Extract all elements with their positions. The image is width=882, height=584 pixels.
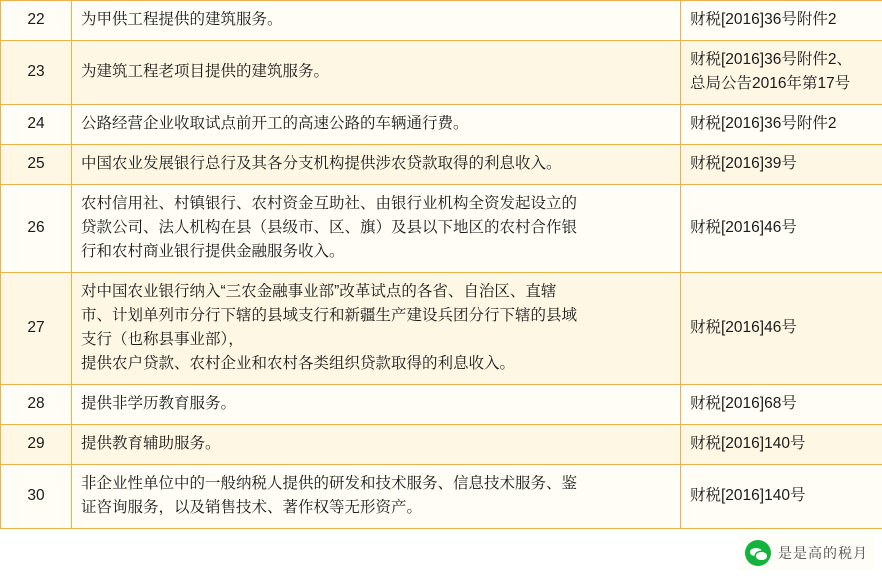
- wechat-icon: [745, 540, 771, 566]
- description-line: 行和农村商业银行提供金融服务收入。: [81, 243, 345, 261]
- reference-line: 总局公告2016年第17号: [690, 75, 851, 93]
- row-reference: 财税[2016]46号: [681, 273, 882, 385]
- row-number: 24: [1, 105, 72, 145]
- table-row: [1, 185, 882, 273]
- description-line: 市、计划单列市分行下辖的县域支行和新疆生产建设兵团分行下辖的县域: [81, 307, 578, 325]
- description-line: 支行（也称县事业部），: [81, 331, 244, 349]
- table-row: [1, 273, 882, 385]
- row-reference: 财税[2016]46号: [681, 185, 882, 273]
- row-reference: [681, 41, 882, 105]
- table-row: [1, 145, 882, 185]
- wechat-account-name: 是是高的税月: [778, 545, 868, 561]
- row-number: 30: [1, 465, 72, 529]
- row-reference: 财税[2016]68号: [681, 385, 882, 425]
- table-row: [1, 105, 882, 145]
- table-row: [1, 465, 882, 529]
- description-line: 对中国农业银行纳入“三农金融事业部”改革试点的各省、自治区、直辖: [81, 283, 557, 301]
- reference-line: 财税[2016]36号附件2、: [690, 51, 852, 69]
- table-row: [1, 41, 882, 105]
- row-description: [72, 185, 681, 273]
- description-line: 贷款公司、法人机构在县（县级市、区、旗）及县以下地区的农村合作银: [81, 219, 578, 237]
- row-reference: 财税[2016]36号附件2: [681, 105, 882, 145]
- row-description: 提供教育辅助服务。: [72, 425, 681, 465]
- wechat-watermark: [739, 536, 874, 570]
- row-description: 公路经营企业收取试点前开工的高速公路的车辆通行费。: [72, 105, 681, 145]
- row-reference: 财税[2016]140号: [681, 425, 882, 465]
- description-line: 农村信用社、村镇银行、农村资金互助社、由银行业机构全资发起设立的: [81, 195, 578, 213]
- row-number: 27: [1, 273, 72, 385]
- row-description: 为建筑工程老项目提供的建筑服务。: [72, 41, 681, 105]
- description-line: 证咨询服务，以及销售技术、著作权等无形资产。: [81, 499, 423, 517]
- table-row: [1, 385, 882, 425]
- table-row: [1, 1, 882, 41]
- row-number: 26: [1, 185, 72, 273]
- description-line: 非企业性单位中的一般纳税人提供的研发和技术服务、信息技术服务、鉴: [81, 475, 578, 493]
- description-line: 提供农户贷款、农村企业和农村各类组织贷款取得的利息收入。: [81, 355, 516, 373]
- row-reference: 财税[2016]39号: [681, 145, 882, 185]
- row-description: 提供非学历教育服务。: [72, 385, 681, 425]
- row-description: 为甲供工程提供的建筑服务。: [72, 1, 681, 41]
- row-description: [72, 273, 681, 385]
- row-reference: 财税[2016]36号附件2: [681, 1, 882, 41]
- row-description: [72, 465, 681, 529]
- row-number: 29: [1, 425, 72, 465]
- row-number: 22: [1, 1, 72, 41]
- row-number: 28: [1, 385, 72, 425]
- row-description: 中国农业发展银行总行及其各分支机构提供涉农贷款取得的利息收入。: [72, 145, 681, 185]
- row-number: 25: [1, 145, 72, 185]
- table-row: [1, 425, 882, 465]
- row-number: 23: [1, 41, 72, 105]
- table-body: [1, 1, 882, 529]
- row-reference: 财税[2016]140号: [681, 465, 882, 529]
